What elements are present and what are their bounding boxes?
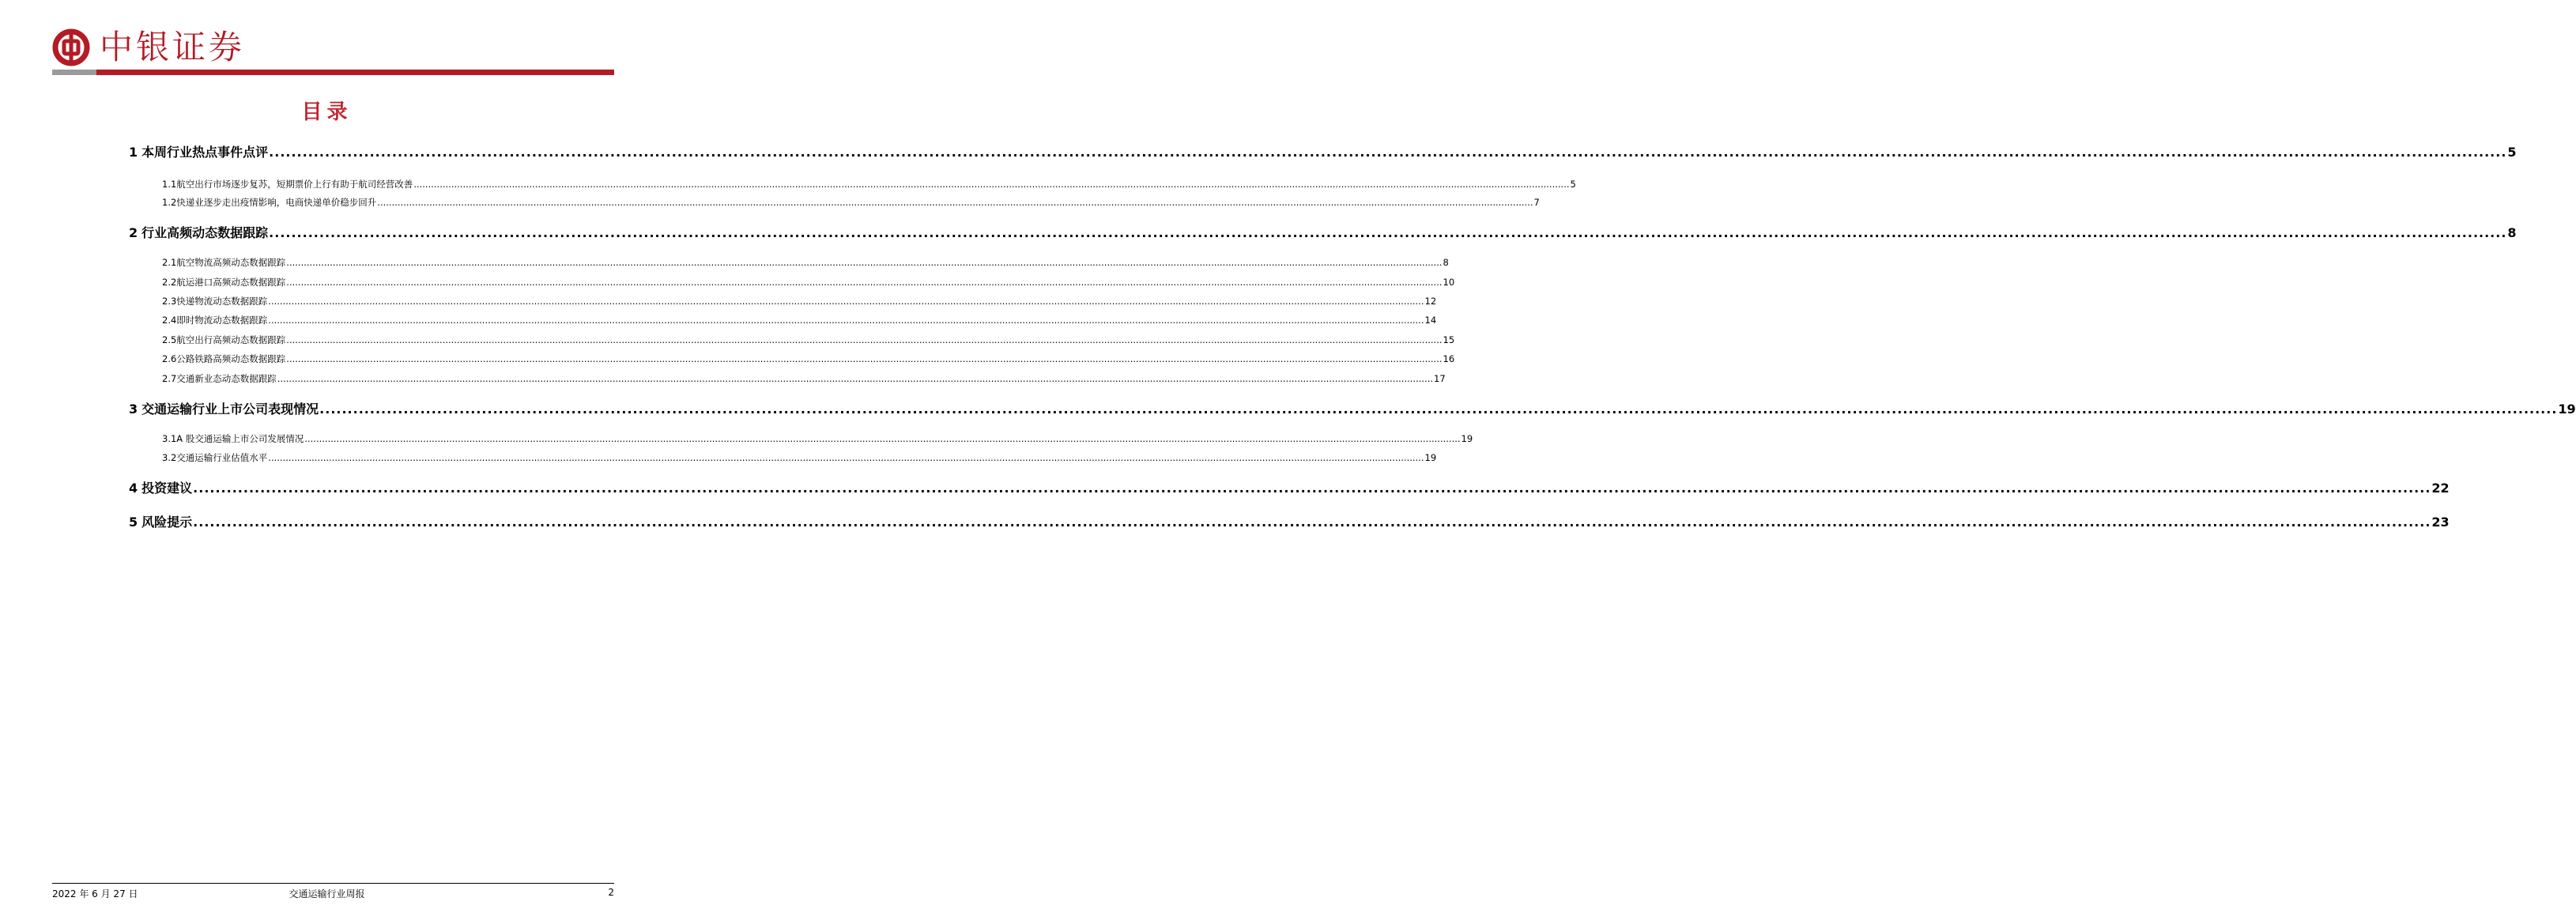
toc-section-entry[interactable] [162, 371, 1446, 386]
footer-report-name: 交通运输行业周报 [289, 888, 365, 899]
toc-page-number: 15 [1443, 334, 1455, 345]
toc-page-number: 5 [2507, 145, 2517, 160]
toc-leader-dots: ................................................................................................................................................................................................................................................................................................................................................................................................................ [319, 402, 2558, 417]
toc-entry-number: 2.3 [162, 296, 177, 307]
toc-entry-number: 2.6 [162, 353, 177, 364]
toc-page-number: 19 [2558, 402, 2576, 417]
toc-entry-number: 3.1 [162, 433, 177, 444]
toc-section-entry[interactable] [162, 352, 1455, 366]
toc-leader-dots: ................................................................................................................................................................................................................................................................................................................................................................................................................ [277, 373, 1434, 384]
toc-entry-title: 快递物流动态数据跟踪 [176, 296, 268, 307]
toc-entry-number: 5 [129, 515, 138, 530]
toc-entry-number: 1.2 [162, 197, 177, 208]
footer-page-number: 2 [608, 887, 614, 898]
toc-leader-dots: ................................................................................................................................................................................................................................................................................................................................................................................................................ [304, 433, 1461, 444]
toc-chapter-entry[interactable] [129, 479, 2450, 498]
toc-entry-number: 2.7 [162, 373, 177, 384]
toc-entry-title: 航空物流高频动态数据跟踪 [176, 257, 286, 268]
toc-leader-dots: ................................................................................................................................................................................................................................................................................................................................................................................................................ [286, 353, 1443, 364]
header-red-bar [96, 70, 614, 75]
toc-page-number: 19 [1461, 433, 1473, 444]
toc-page-number: 12 [1424, 296, 1437, 307]
toc-entry-number: 4 [129, 481, 138, 496]
toc-section-entry[interactable] [162, 451, 1437, 465]
toc-section-entry[interactable] [162, 255, 1449, 270]
toc-page-number: 17 [1434, 373, 1446, 384]
toc-chapter-entry[interactable] [129, 400, 2576, 419]
footer-date: 2022 年 6 月 27 日 [52, 888, 138, 899]
toc-chapter-entry[interactable] [129, 224, 2517, 243]
toc-leader-dots: ................................................................................................................................................................................................................................................................................................................................................................................................................ [286, 257, 1443, 268]
toc-leader-dots: ................................................................................................................................................................................................................................................................................................................................................................................................................ [286, 277, 1443, 288]
toc-leader-dots: ................................................................................................................................................................................................................................................................................................................................................................................................................ [268, 296, 1424, 307]
toc-entry-title: 交通运输行业估值水平 [176, 452, 268, 463]
toc-leader-dots: ................................................................................................................................................................................................................................................................................................................................................................................................................ [377, 197, 1533, 208]
toc-page-number: 7 [1533, 197, 1540, 208]
toc-entry-title: 行业高频动态数据跟踪 [141, 225, 269, 240]
toc-section-entry[interactable] [162, 294, 1437, 308]
toc-entry-number: 2.5 [162, 334, 177, 345]
toc-entry-title: 快递业逐步走出疫情影响，电商快递单价稳步回升 [176, 197, 377, 208]
toc-section-entry[interactable] [162, 195, 1540, 209]
toc-page-number: 10 [1443, 277, 1455, 288]
toc-leader-dots: ................................................................................................................................................................................................................................................................................................................................................................................................................ [268, 315, 1424, 326]
toc-page-number: 19 [1424, 452, 1437, 463]
toc-section-entry[interactable] [162, 333, 1455, 347]
toc-entry-title: 交通新业态动态数据跟踪 [176, 373, 277, 384]
toc-leader-dots: ................................................................................................................................................................................................................................................................................................................................................................................................................ [193, 481, 2431, 496]
toc-entry-title: 本周行业热点事件点评 [141, 145, 269, 160]
toc-entry-title: A 股交通运输上市公司发展情况 [176, 433, 304, 444]
toc-title: 目录 [301, 100, 353, 124]
toc-section-entry[interactable] [162, 177, 1576, 191]
toc-entry-title: 航运港口高频动态数据跟踪 [176, 277, 286, 288]
toc-leader-dots: ................................................................................................................................................................................................................................................................................................................................................................................................................ [413, 179, 1570, 190]
toc-page-number: 23 [2431, 515, 2450, 530]
toc-section-entry[interactable] [162, 432, 1473, 446]
toc-leader-dots: ................................................................................................................................................................................................................................................................................................................................................................................................................ [193, 515, 2431, 530]
toc-entry-number: 2.2 [162, 277, 177, 288]
toc-entry-number: 1.1 [162, 179, 177, 190]
bank-of-china-logo-icon [52, 28, 90, 66]
toc-page-number: 14 [1424, 315, 1437, 326]
toc-entry-title: 交通运输行业上市公司表现情况 [141, 402, 319, 417]
toc-entry-number: 2 [129, 225, 138, 240]
toc-section-entry[interactable] [162, 313, 1437, 327]
footer-divider [52, 883, 614, 884]
toc-page-number: 8 [1443, 257, 1449, 268]
toc-entry-title: 公路铁路高频动态数据跟踪 [176, 353, 286, 364]
toc-leader-dots: ................................................................................................................................................................................................................................................................................................................................................................................................................ [268, 452, 1424, 463]
toc-chapter-entry[interactable] [129, 513, 2450, 532]
toc-leader-dots: ................................................................................................................................................................................................................................................................................................................................................................................................................ [269, 145, 2507, 160]
toc-entry-number: 2.1 [162, 257, 177, 268]
toc-entry-number: 3 [129, 402, 138, 417]
toc-page-number: 8 [2507, 225, 2517, 240]
toc-entry-title: 风险提示 [141, 515, 193, 530]
toc-page-number: 5 [1570, 179, 1576, 190]
toc-entry-number: 2.4 [162, 315, 177, 326]
toc-leader-dots: ................................................................................................................................................................................................................................................................................................................................................................................................................ [286, 334, 1443, 345]
toc-entry-number: 3.2 [162, 452, 177, 463]
toc-leader-dots: ................................................................................................................................................................................................................................................................................................................................................................................................................ [269, 225, 2507, 240]
toc-chapter-entry[interactable] [129, 143, 2517, 162]
toc-page-number: 16 [1443, 353, 1455, 364]
toc-section-entry[interactable] [162, 275, 1455, 289]
page-header [0, 0, 654, 79]
toc-entry-title: 即时物流动态数据跟踪 [176, 315, 268, 326]
toc-page-number: 22 [2431, 481, 2450, 496]
toc-entry-number: 1 [129, 145, 138, 160]
toc-entry-title: 航空出行市场逐步复苏，短期票价上行有助于航司经营改善 [176, 179, 413, 190]
brand-name: 中银证券 [100, 28, 246, 66]
toc-entry-title: 投资建议 [141, 481, 193, 496]
toc-entry-title: 航空出行高频动态数据跟踪 [176, 334, 286, 345]
header-gray-bar [52, 70, 96, 75]
